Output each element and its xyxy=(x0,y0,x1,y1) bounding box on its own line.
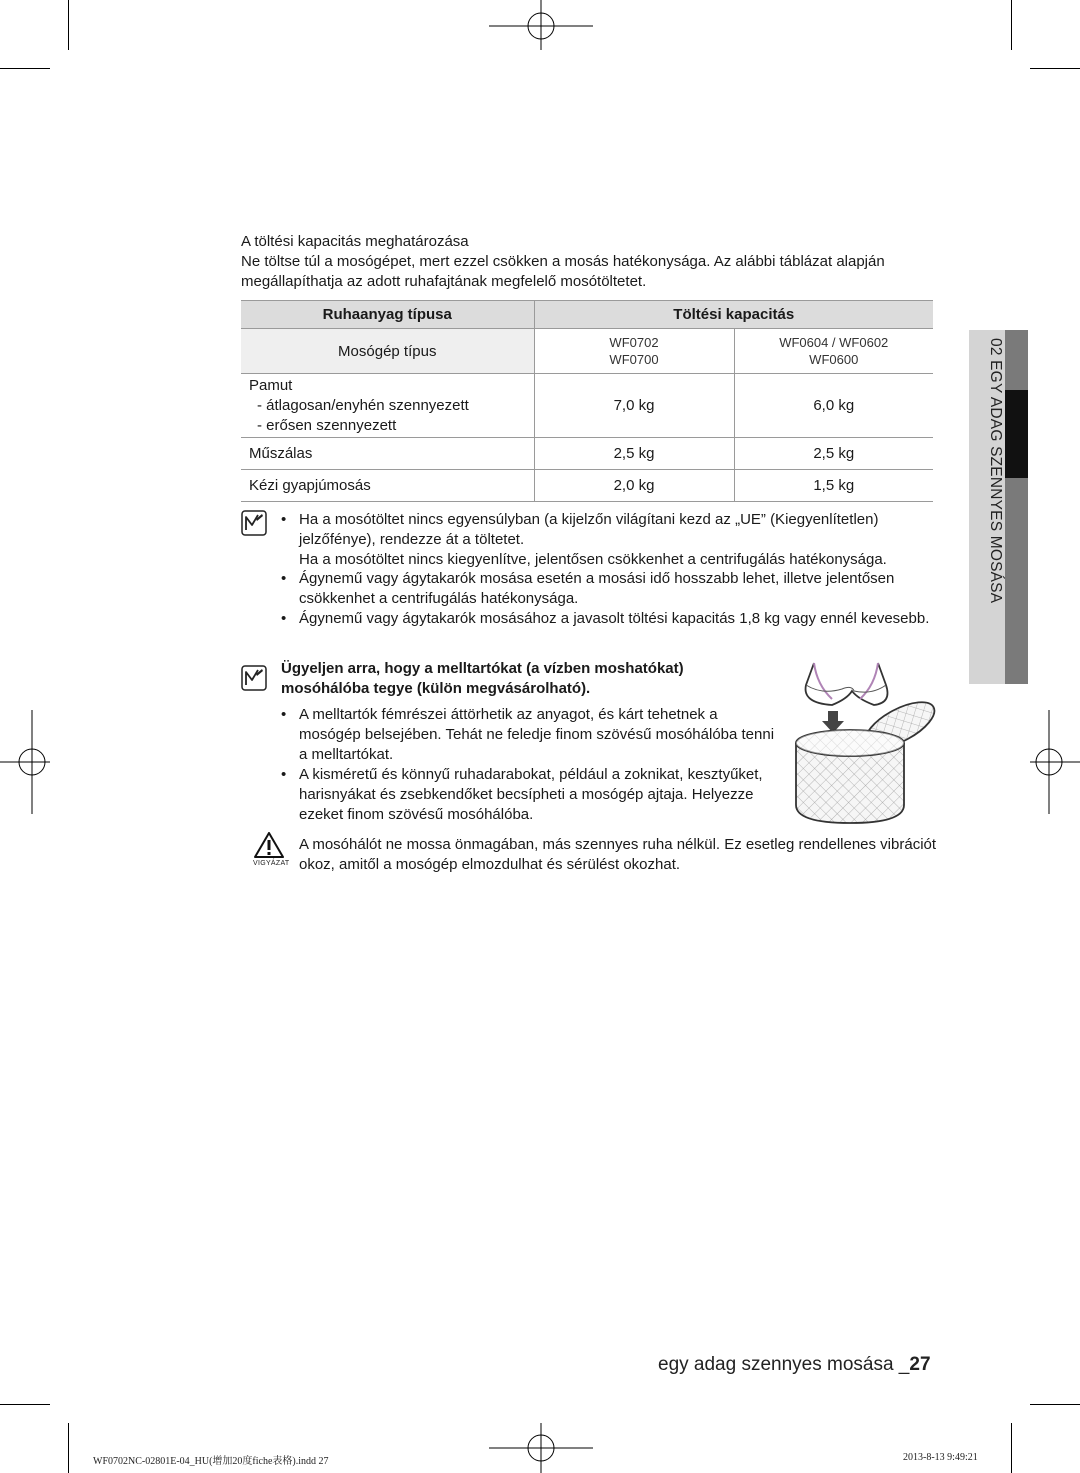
page-footer xyxy=(658,1354,931,1376)
registration-mark-top xyxy=(489,0,593,50)
note1-bullet-2-text: Ágynemű vagy ágytakarók mosása esetén a mosási idő hosszabb lehet, illetve jelentősen csökkenhet a centrifugálás hatékonysága. xyxy=(299,570,895,607)
model-b-line1: WF0604 / WF0602 xyxy=(779,335,889,350)
note1-bullet-2 xyxy=(281,569,901,609)
page-number: 27 xyxy=(909,1354,931,1375)
row-synthetic-name: Műszálas xyxy=(241,438,534,470)
header-fabric-type: Ruhaanyag típusa xyxy=(241,301,534,329)
note1-bullet-1 xyxy=(281,510,941,570)
caution-label: VIGYÁZAT xyxy=(253,860,290,867)
registration-mark-bottom xyxy=(489,1423,593,1473)
caution-text: A mosóhálót ne mossa önmagában, más szennyes ruha nélkül. Ez esetleg rendellenes vibrációt okoz, amitől a mosógép elmozdulhat és sérülést okozhat. xyxy=(299,836,937,873)
table-row xyxy=(241,374,933,438)
table-model-row xyxy=(241,329,933,374)
print-slug-file: WF0702NC-02801E-04_HU(增加20度fiche表格).indd 27 xyxy=(93,1456,329,1467)
chapter-side-title: 02 EGY ADAG SZENNYES MOSÁSA xyxy=(987,338,1004,604)
table-header-row xyxy=(241,301,933,329)
note-icon xyxy=(241,510,267,536)
side-tab-strip xyxy=(1005,330,1028,684)
row-cotton-name: Pamut xyxy=(249,376,293,394)
section-title: A töltési kapacitás meghatározása xyxy=(241,233,469,250)
row-wool-name: Kézi gyapjúmosás xyxy=(241,470,534,502)
registration-mark-left xyxy=(0,710,50,814)
registration-mark-right xyxy=(1030,710,1080,814)
table-row xyxy=(241,470,933,502)
note2-bullet-1-text: A melltartók fémrészei áttörhetik az anyagot, és kárt tehetnek a mosógép belsejében. Tehát ne feledje finom szövésű mosóhálóba tenni a melltartókat. xyxy=(299,706,775,763)
row-cotton-sub1: - átlagosan/enyhén szennyezett xyxy=(257,396,469,414)
note1-bullet-3 xyxy=(281,609,941,629)
bullet-dot: • xyxy=(281,511,287,528)
side-tab-marker xyxy=(1005,390,1028,478)
note1-bullet-1-cont: Ha a mosótöltet nincs kiegyenlítve, jelentősen csökkenhet a centrifugálás hatékonysága. xyxy=(299,551,887,568)
note-icon-2 xyxy=(241,665,267,691)
row-wool-value-b: 1,5 kg xyxy=(734,470,933,502)
note2-heading: Ügyeljen arra, hogy a melltartókat (a vízben moshatókat) mosóhálóba tegye (külön megvásárolható). xyxy=(281,660,684,697)
note1-bullet-3-text: Ágynemű vagy ágytakarók mosásához a javasolt töltési kapacitás 1,8 kg vagy ennél kevesebb. xyxy=(299,610,930,627)
bullet-dot: • xyxy=(281,706,287,723)
bullet-dot: • xyxy=(281,766,287,783)
note2-bullet-1 xyxy=(281,705,781,765)
bullet-dot: • xyxy=(281,610,287,627)
note1-bullet-1-text: Ha a mosótöltet nincs egyensúlyban (a kijelzőn világítani kezd az „UE” (Kiegyenlítetlen) jelzőfénye), rendezze át a töltetet. xyxy=(299,511,879,548)
row-synthetic-value-b: 2,5 kg xyxy=(734,438,933,470)
row-cotton-value-a: 7,0 kg xyxy=(534,374,734,438)
row-wool-value-a: 2,0 kg xyxy=(534,470,734,502)
model-a-line2: WF0700 xyxy=(609,352,659,367)
model-a-line1: WF0702 xyxy=(609,335,659,350)
intro-paragraph: Ne töltse túl a mosógépet, mert ezzel csökken a mosás hatékonysága. Az alábbi táblázat alapján megállapíthatja az adott ruhafajtának megfelelő mosótöltetet. xyxy=(241,253,885,290)
row-cotton-sub2: - erősen szennyezett xyxy=(257,416,397,434)
print-slug-date: 2013-8-13 9:49:21 xyxy=(903,1452,978,1463)
model-b xyxy=(734,329,933,374)
model-label: Mosógép típus xyxy=(241,329,534,374)
bullet-dot: • xyxy=(281,570,287,587)
row-cotton-value-b: 6,0 kg xyxy=(734,374,933,438)
row-cotton-label xyxy=(241,374,534,438)
caution-triangle-icon xyxy=(254,832,284,858)
footer-title: egy adag szennyes mosása _ xyxy=(658,1354,910,1375)
header-capacity: Töltési kapacitás xyxy=(534,301,933,329)
note2-bullet-2 xyxy=(281,765,781,825)
note2-bullet-2-text: A kisméretű és könnyű ruhadarabokat, például a zoknikat, kesztyűket, harisnyákat és zsebkendőket becsípheti a mosógép ajtaja. Helyezze ezeket finom szövésű mosóhálóba. xyxy=(299,766,763,823)
capacity-table xyxy=(241,300,933,502)
model-a xyxy=(534,329,734,374)
bra-in-laundry-net-illustration xyxy=(792,655,942,830)
model-b-line2: WF0600 xyxy=(809,352,859,367)
row-synthetic-value-a: 2,5 kg xyxy=(534,438,734,470)
table-row xyxy=(241,438,933,470)
